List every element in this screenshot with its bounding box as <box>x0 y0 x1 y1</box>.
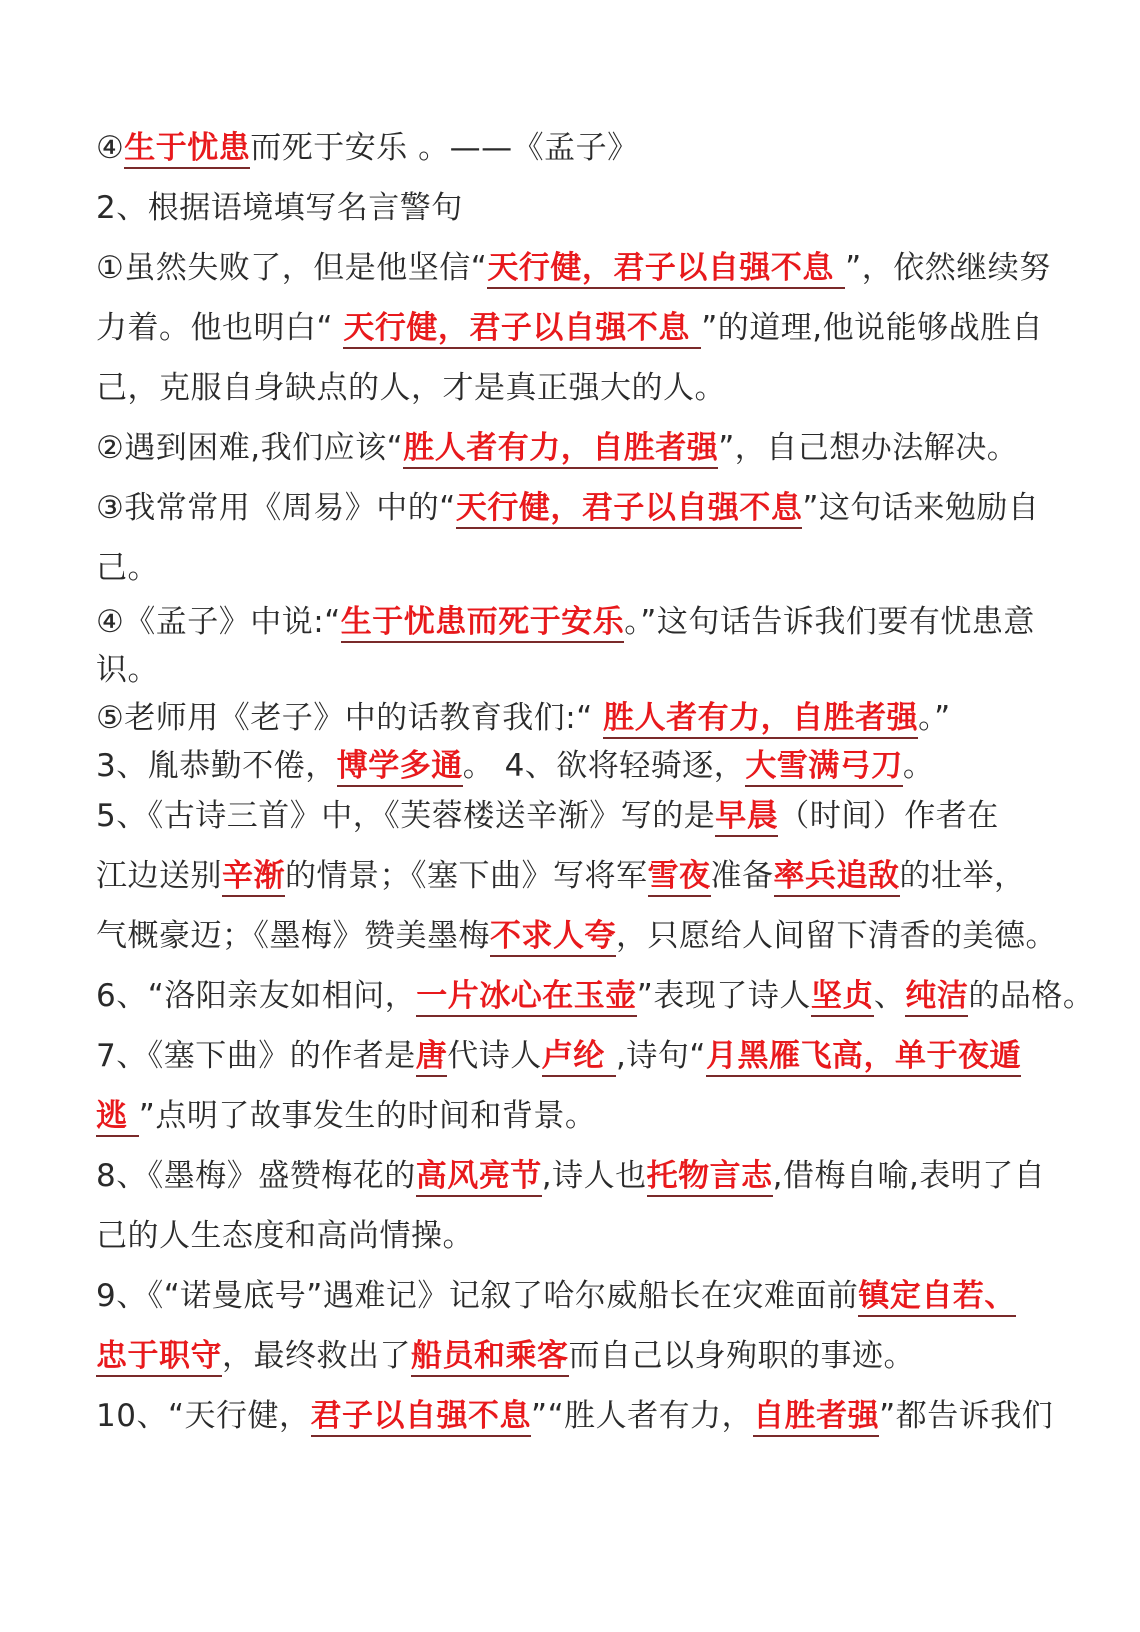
question-text: ”表现了诗人 <box>636 978 811 1014</box>
question-text: （时间）作者在 <box>778 798 999 834</box>
text-line <box>96 698 951 738</box>
answer-text: 忠于职守 <box>96 1338 222 1377</box>
answer-text: 船员和乘客 <box>411 1338 569 1377</box>
answer-text: 早晨 <box>715 798 778 837</box>
answer-text: 卢纶 <box>542 1038 616 1077</box>
answer-text: 纯洁 <box>905 978 968 1017</box>
question-text: ③我常常用《周易》中的“ <box>96 490 456 526</box>
answer-text: 一片冰心在玉壶 <box>416 978 637 1017</box>
question-text: ②遇到困难,我们应该“ <box>96 430 404 466</box>
answer-text: 高风亮节 <box>416 1158 542 1197</box>
answer-text: 生于忧患而死于安乐 <box>341 604 625 643</box>
text-line <box>96 1336 915 1376</box>
answer-text: 不求人夸 <box>490 918 616 957</box>
question-text: 的壮举， <box>899 858 1026 894</box>
text-line <box>96 1156 1045 1196</box>
question-text: 3、胤恭勤不倦， <box>96 748 337 784</box>
answer-text: 胜人者有力，自胜者强 <box>603 700 918 739</box>
question-text: ,借梅自喻,表明了自 <box>772 1158 1046 1194</box>
question-text: 。”这句话告诉我们要有忧患意 <box>624 604 1035 640</box>
question-text: ”这句话来勉励自 <box>802 490 1040 526</box>
text-line <box>96 602 1035 642</box>
question-text: 的情景；《塞下曲》写将军 <box>285 858 648 894</box>
question-text: 5、《古诗三首》中，《芙蓉楼送辛渐》写的是 <box>96 798 716 834</box>
text-line <box>96 856 1026 896</box>
question-text: ，只愿给人间留下清香的美德。 <box>616 918 1057 954</box>
text-line <box>96 1096 596 1136</box>
question-text: 而自己以身殉职的事迹。 <box>568 1338 915 1374</box>
answer-text: 唐 <box>416 1038 448 1077</box>
text-line <box>96 650 159 690</box>
answer-text: 天行健，君子以自强不息 <box>343 310 701 349</box>
question-text: 、 <box>873 978 906 1014</box>
question-text: 识。 <box>96 652 159 688</box>
answer-text: 镇定自若、 <box>858 1278 1016 1317</box>
answer-text: 天行健，君子以自强不息 <box>456 490 803 529</box>
answer-text: 君子以自强不息 <box>311 1398 532 1437</box>
answer-text: 天行健，君子以自强不息 <box>487 250 845 289</box>
text-line <box>96 1036 1021 1076</box>
question-text: ①虽然失败了，但是他坚信“ <box>96 250 488 286</box>
text-line <box>96 746 934 786</box>
question-text: ,诗人也 <box>541 1158 647 1194</box>
question-text: ”的道理,他说能够战胜自 <box>701 310 1044 346</box>
question-text: ”点明了故事发生的时间和背景。 <box>138 1098 597 1134</box>
answer-text: 大雪满弓刀 <box>745 748 903 787</box>
question-text: ,诗句“ <box>616 1038 706 1074</box>
answer-text: 博学多通 <box>337 748 463 787</box>
question-text: 而死于安乐 。——《孟子》 <box>250 130 639 166</box>
text-line <box>96 188 463 228</box>
text-line <box>96 128 639 168</box>
text-line <box>96 488 1039 528</box>
question-text: 7、《塞下曲》的作者是 <box>96 1038 416 1074</box>
question-text: 己的人生态度和高尚情操。 <box>96 1218 474 1254</box>
answer-text: 月黑雁飞高，单于夜遁 <box>706 1038 1021 1077</box>
question-text: 。” <box>918 700 951 736</box>
question-text: 己。 <box>96 550 159 586</box>
text-line <box>96 428 1018 468</box>
question-text: 10、“天行健， <box>96 1398 311 1434</box>
text-line <box>96 976 1094 1016</box>
answer-text: 坚贞 <box>811 978 874 1017</box>
text-line <box>96 1276 1016 1316</box>
question-text: 气概豪迈；《墨梅》赞美墨梅 <box>96 918 490 954</box>
text-line <box>96 308 1043 348</box>
answer-text: 自胜者强 <box>753 1398 879 1437</box>
answer-text: 胜人者有力，自胜者强 <box>403 430 718 469</box>
question-text: ，最终救出了 <box>222 1338 411 1374</box>
question-text: 力着。他也明白“ <box>96 310 344 346</box>
text-line <box>96 796 999 836</box>
answer-text: 率兵追敌 <box>774 858 900 897</box>
question-text: ”都告诉我们 <box>879 1398 1054 1434</box>
question-text: 代诗人 <box>447 1038 542 1074</box>
question-text: 。 4、欲将轻骑逐， <box>462 748 746 784</box>
question-text: 2、根据语境填写名言警句 <box>96 190 463 226</box>
question-text: ”，自己想办法解决。 <box>718 430 1019 466</box>
question-text: 6、“洛阳亲友如相问， <box>96 978 417 1014</box>
question-text: 己，克服自身缺点的人，才是真正强大的人。 <box>96 370 726 406</box>
answer-text: 托物言志 <box>647 1158 773 1197</box>
question-text: 江边送别 <box>96 858 222 894</box>
text-line <box>96 368 726 408</box>
text-line <box>96 1216 474 1256</box>
text-line <box>96 248 1051 288</box>
question-text: 。 <box>902 748 935 784</box>
question-text: ④《孟子》中说:“ <box>96 604 341 640</box>
text-line <box>96 1396 1053 1436</box>
question-text: ”“胜人者有力， <box>531 1398 754 1434</box>
answer-text: 雪夜 <box>648 858 711 897</box>
answer-text: 生于忧患 <box>124 130 250 169</box>
answer-text: 逃 <box>96 1098 139 1137</box>
question-text: 准备 <box>710 858 774 894</box>
question-text: 8、《墨梅》盛赞梅花的 <box>96 1158 416 1194</box>
answer-text: 辛渐 <box>222 858 285 897</box>
question-text: 的品格。 <box>968 978 1095 1014</box>
question-text: ④ <box>96 130 125 166</box>
text-line <box>96 916 1057 956</box>
question-text: ”，依然继续努 <box>845 250 1051 286</box>
text-line <box>96 548 159 588</box>
question-text: ⑤老师用《老子》中的话教育我们:“ <box>96 700 604 736</box>
question-text: 9、《“诺曼底号”遇难记》记叙了哈尔威船长在灾难面前 <box>96 1278 859 1314</box>
